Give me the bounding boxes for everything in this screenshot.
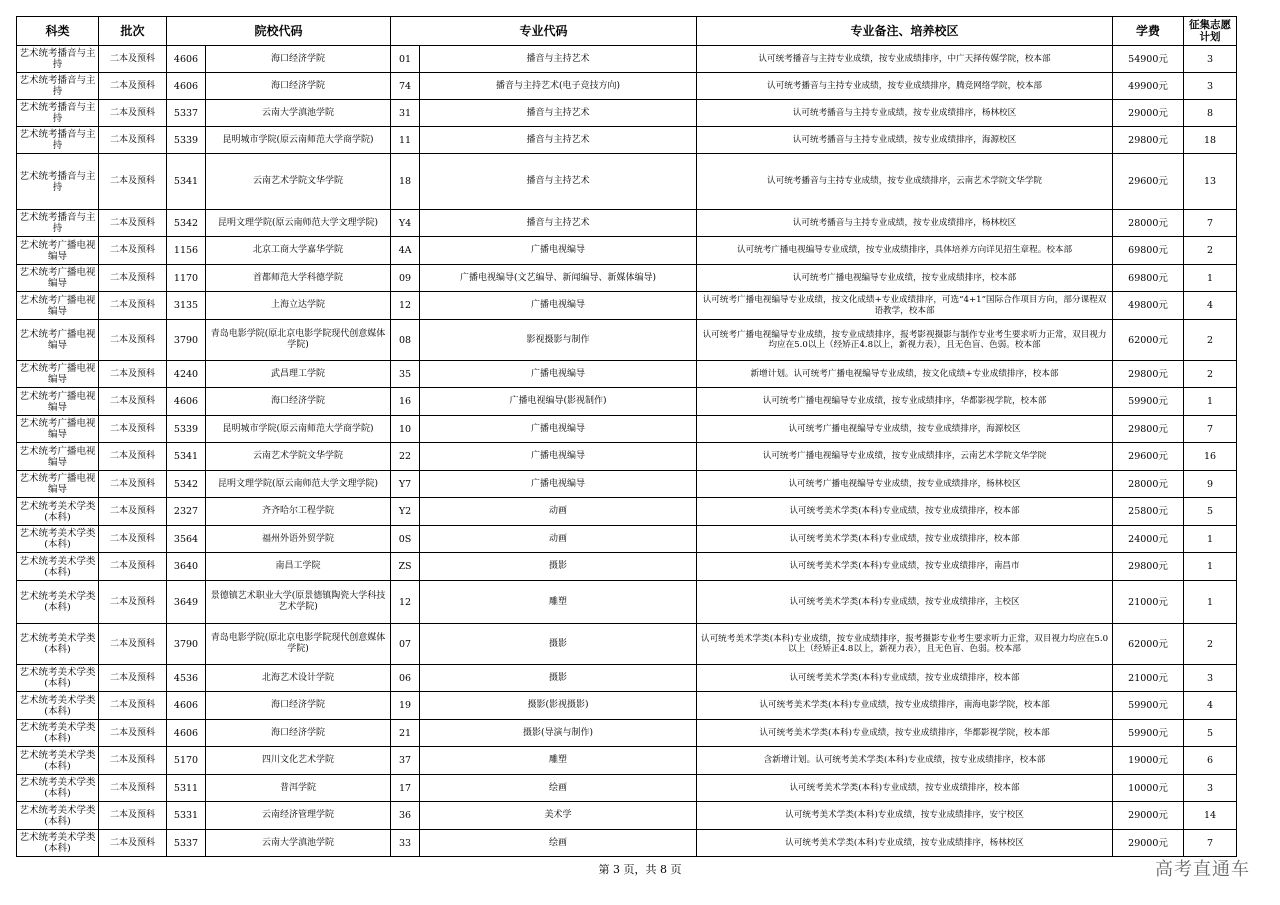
row-major-code: 19 <box>391 692 420 720</box>
row-major-code: 36 <box>391 802 420 830</box>
row-school-name: 海口经济学院 <box>206 73 391 100</box>
row-school-name: 景德镇艺术职业大学(原景德镇陶瓷大学科技艺术学院) <box>206 581 391 624</box>
row-note: 认可统考广播电视编导专业成绩，按专业成绩排序，华都影视学院，校本部 <box>697 388 1113 416</box>
row-school-code: 5339 <box>167 416 206 443</box>
row-category: 艺术统考播音与主持 <box>17 210 99 237</box>
row-major-code: 37 <box>391 747 420 775</box>
table-row <box>17 416 1237 443</box>
row-school-name: 武昌理工学院 <box>206 361 391 388</box>
row-note: 认可统考美术学类(本科)专业成绩，按专业成绩排序，主校区 <box>697 581 1113 624</box>
row-batch: 二本及预科 <box>99 388 167 416</box>
row-school-name: 海口经济学院 <box>206 692 391 720</box>
row-plan: 4 <box>1184 292 1237 320</box>
table-row <box>17 443 1237 471</box>
row-category: 艺术统考广播电视编导 <box>17 388 99 416</box>
row-plan: 7 <box>1184 830 1237 857</box>
row-school-name: 四川文化艺术学院 <box>206 747 391 775</box>
row-school-name: 福州外语外贸学院 <box>206 526 391 553</box>
row-major-code: Y4 <box>391 210 420 237</box>
table-row <box>17 720 1237 747</box>
row-note: 认可统考广播电视编导专业成绩，按专业成绩排序，杨林校区 <box>697 471 1113 498</box>
row-batch: 二本及预科 <box>99 720 167 747</box>
row-major-code: 08 <box>391 320 420 361</box>
row-major-name: 播音与主持艺术(电子竞技方向) <box>420 73 697 100</box>
row-school-name: 青岛电影学院(原北京电影学院现代创意媒体学院) <box>206 624 391 665</box>
row-batch: 二本及预科 <box>99 553 167 581</box>
header-fee: 学费 <box>1113 17 1184 46</box>
row-plan: 1 <box>1184 265 1237 292</box>
row-category: 艺术统考美术学类(本科) <box>17 802 99 830</box>
row-plan: 3 <box>1184 73 1237 100</box>
row-plan: 2 <box>1184 320 1237 361</box>
row-fee: 29800元 <box>1113 127 1184 154</box>
header-major-code: 专业代码 <box>391 17 697 46</box>
row-plan: 7 <box>1184 210 1237 237</box>
row-major-name: 播音与主持艺术 <box>420 100 697 127</box>
row-category: 艺术统考播音与主持 <box>17 46 99 73</box>
row-plan: 3 <box>1184 46 1237 73</box>
row-batch: 二本及预科 <box>99 692 167 720</box>
row-plan: 1 <box>1184 526 1237 553</box>
row-category: 艺术统考广播电视编导 <box>17 361 99 388</box>
row-major-name: 广播电视编导 <box>420 416 697 443</box>
row-note: 认可统考美术学类(本科)专业成绩，按专业成绩排序，校本部 <box>697 775 1113 802</box>
row-plan: 14 <box>1184 802 1237 830</box>
row-fee: 21000元 <box>1113 665 1184 692</box>
row-batch: 二本及预科 <box>99 320 167 361</box>
row-school-code: 5341 <box>167 443 206 471</box>
row-school-code: 5311 <box>167 775 206 802</box>
row-plan: 1 <box>1184 553 1237 581</box>
row-plan: 7 <box>1184 416 1237 443</box>
row-category: 艺术统考广播电视编导 <box>17 292 99 320</box>
row-major-code: 07 <box>391 624 420 665</box>
row-school-code: 5170 <box>167 747 206 775</box>
row-major-code: 4A <box>391 237 420 265</box>
row-major-code: Y7 <box>391 471 420 498</box>
row-plan: 18 <box>1184 127 1237 154</box>
row-fee: 69800元 <box>1113 265 1184 292</box>
row-plan: 1 <box>1184 581 1237 624</box>
row-fee: 59900元 <box>1113 720 1184 747</box>
row-major-name: 播音与主持艺术 <box>420 210 697 237</box>
row-note: 认可统考播音与主持专业成绩，按专业成绩排序，杨林校区 <box>697 100 1113 127</box>
row-major-code: 12 <box>391 581 420 624</box>
row-category: 艺术统考美术学类(本科) <box>17 498 99 526</box>
row-batch: 二本及预科 <box>99 830 167 857</box>
row-major-code: 18 <box>391 154 420 210</box>
table-row <box>17 747 1237 775</box>
row-batch: 二本及预科 <box>99 73 167 100</box>
row-major-name: 播音与主持艺术 <box>420 127 697 154</box>
row-school-name: 北京工商大学嘉华学院 <box>206 237 391 265</box>
row-batch: 二本及预科 <box>99 802 167 830</box>
row-major-code: 31 <box>391 100 420 127</box>
row-fee: 49900元 <box>1113 73 1184 100</box>
row-fee: 10000元 <box>1113 775 1184 802</box>
row-major-code: 0S <box>391 526 420 553</box>
row-note: 含新增计划。认可统考美术学类(本科)专业成绩，按专业成绩排序，校本部 <box>697 747 1113 775</box>
row-fee: 24000元 <box>1113 526 1184 553</box>
row-batch: 二本及预科 <box>99 581 167 624</box>
row-category: 艺术统考广播电视编导 <box>17 320 99 361</box>
row-major-name: 摄影 <box>420 624 697 665</box>
row-major-code: 06 <box>391 665 420 692</box>
row-note: 认可统考播音与主持专业成绩，按专业成绩排序，腾竞网络学院，校本部 <box>697 73 1113 100</box>
table-row <box>17 154 1237 210</box>
row-major-name: 广播电视编导 <box>420 237 697 265</box>
row-school-code: 4606 <box>167 720 206 747</box>
row-school-code: 4536 <box>167 665 206 692</box>
row-fee: 28000元 <box>1113 471 1184 498</box>
row-major-name: 动画 <box>420 526 697 553</box>
row-category: 艺术统考美术学类(本科) <box>17 665 99 692</box>
row-fee: 28000元 <box>1113 210 1184 237</box>
row-fee: 29600元 <box>1113 154 1184 210</box>
row-school-code: 3564 <box>167 526 206 553</box>
row-category: 艺术统考美术学类(本科) <box>17 581 99 624</box>
row-fee: 62000元 <box>1113 320 1184 361</box>
table-row <box>17 292 1237 320</box>
row-school-code: 1170 <box>167 265 206 292</box>
row-school-name: 海口经济学院 <box>206 46 391 73</box>
table-row <box>17 624 1237 665</box>
row-note: 认可统考美术学类(本科)专业成绩，按专业成绩排序，杨林校区 <box>697 830 1113 857</box>
row-category: 艺术统考广播电视编导 <box>17 416 99 443</box>
row-school-code: 3790 <box>167 320 206 361</box>
row-plan: 3 <box>1184 665 1237 692</box>
row-batch: 二本及预科 <box>99 265 167 292</box>
row-note: 认可统考美术学类(本科)专业成绩，按专业成绩排序，校本部 <box>697 665 1113 692</box>
row-fee: 29800元 <box>1113 416 1184 443</box>
row-school-code: 5337 <box>167 100 206 127</box>
row-school-name: 昆明文理学院(原云南师范大学文理学院) <box>206 210 391 237</box>
row-school-name: 南昌工学院 <box>206 553 391 581</box>
row-school-code: 4606 <box>167 46 206 73</box>
row-note: 认可统考美术学类(本科)专业成绩，按专业成绩排序，安宁校区 <box>697 802 1113 830</box>
row-school-name: 云南大学滇池学院 <box>206 100 391 127</box>
row-school-name: 青岛电影学院(原北京电影学院现代创意媒体学院) <box>206 320 391 361</box>
row-batch: 二本及预科 <box>99 46 167 73</box>
table-row <box>17 210 1237 237</box>
row-category: 艺术统考广播电视编导 <box>17 471 99 498</box>
row-major-code: 22 <box>391 443 420 471</box>
row-fee: 59900元 <box>1113 692 1184 720</box>
row-fee: 29000元 <box>1113 830 1184 857</box>
row-category: 艺术统考播音与主持 <box>17 100 99 127</box>
row-major-name: 播音与主持艺术 <box>420 154 697 210</box>
row-note: 认可统考广播电视编导专业成绩，按专业成绩排序，海源校区 <box>697 416 1113 443</box>
row-major-code: 12 <box>391 292 420 320</box>
row-school-name: 齐齐哈尔工程学院 <box>206 498 391 526</box>
row-batch: 二本及预科 <box>99 471 167 498</box>
row-batch: 二本及预科 <box>99 292 167 320</box>
row-batch: 二本及预科 <box>99 624 167 665</box>
row-school-name: 云南艺术学院文华学院 <box>206 443 391 471</box>
row-major-name: 绘画 <box>420 775 697 802</box>
table-row <box>17 498 1237 526</box>
row-school-code: 3135 <box>167 292 206 320</box>
row-plan: 2 <box>1184 237 1237 265</box>
row-major-name: 雕塑 <box>420 747 697 775</box>
row-category: 艺术统考播音与主持 <box>17 127 99 154</box>
row-note: 认可统考广播电视编导专业成绩，按专业成绩排序，具体培养方向详见招生章程。校本部 <box>697 237 1113 265</box>
row-major-name: 广播电视编导 <box>420 361 697 388</box>
row-category: 艺术统考广播电视编导 <box>17 443 99 471</box>
row-plan: 5 <box>1184 498 1237 526</box>
row-major-name: 摄影 <box>420 665 697 692</box>
row-plan: 5 <box>1184 720 1237 747</box>
row-school-name: 昆明城市学院(原云南师范大学商学院) <box>206 416 391 443</box>
row-school-name: 首都师范大学科德学院 <box>206 265 391 292</box>
row-school-code: 4240 <box>167 361 206 388</box>
row-plan: 9 <box>1184 471 1237 498</box>
table-row <box>17 46 1237 73</box>
row-school-name: 云南大学滇池学院 <box>206 830 391 857</box>
row-fee: 49800元 <box>1113 292 1184 320</box>
row-school-code: 5341 <box>167 154 206 210</box>
row-fee: 29800元 <box>1113 361 1184 388</box>
row-batch: 二本及预科 <box>99 127 167 154</box>
row-school-code: 2327 <box>167 498 206 526</box>
row-note: 认可统考播音与主持专业成绩，按专业成绩排序，中广天择传媒学院，校本部 <box>697 46 1113 73</box>
row-batch: 二本及预科 <box>99 665 167 692</box>
row-major-code: Y2 <box>391 498 420 526</box>
row-note: 认可统考美术学类(本科)专业成绩，按专业成绩排序，校本部 <box>697 498 1113 526</box>
table-row <box>17 775 1237 802</box>
row-major-name: 美术学 <box>420 802 697 830</box>
row-category: 艺术统考美术学类(本科) <box>17 624 99 665</box>
row-batch: 二本及预科 <box>99 210 167 237</box>
row-note: 认可统考美术学类(本科)专业成绩，按专业成绩排序，南昌市 <box>697 553 1113 581</box>
row-school-name: 云南经济管理学院 <box>206 802 391 830</box>
table-row <box>17 526 1237 553</box>
row-plan: 6 <box>1184 747 1237 775</box>
table-row <box>17 265 1237 292</box>
row-fee: 59900元 <box>1113 388 1184 416</box>
row-school-code: 4606 <box>167 73 206 100</box>
row-fee: 54900元 <box>1113 46 1184 73</box>
row-school-name: 昆明文理学院(原云南师范大学文理学院) <box>206 471 391 498</box>
header-batch: 批次 <box>99 17 167 46</box>
row-fee: 29800元 <box>1113 553 1184 581</box>
row-major-code: 35 <box>391 361 420 388</box>
row-plan: 2 <box>1184 361 1237 388</box>
header-note: 专业备注、培养校区 <box>697 17 1113 46</box>
row-category: 艺术统考美术学类(本科) <box>17 692 99 720</box>
table-row <box>17 361 1237 388</box>
row-note: 认可统考播音与主持专业成绩，按专业成绩排序，杨林校区 <box>697 210 1113 237</box>
row-school-code: 5342 <box>167 471 206 498</box>
row-school-code: 5331 <box>167 802 206 830</box>
row-major-name: 摄影(导演与制作) <box>420 720 697 747</box>
row-category: 艺术统考美术学类(本科) <box>17 553 99 581</box>
row-major-name: 广播电视编导 <box>420 471 697 498</box>
row-major-name: 雕塑 <box>420 581 697 624</box>
row-fee: 21000元 <box>1113 581 1184 624</box>
row-school-name: 昆明城市学院(原云南师范大学商学院) <box>206 127 391 154</box>
table-row <box>17 127 1237 154</box>
row-major-name: 摄影 <box>420 553 697 581</box>
row-fee: 29600元 <box>1113 443 1184 471</box>
row-plan: 8 <box>1184 100 1237 127</box>
row-category: 艺术统考美术学类(本科) <box>17 830 99 857</box>
row-plan: 1 <box>1184 388 1237 416</box>
row-major-name: 影视摄影与制作 <box>420 320 697 361</box>
header-school-code: 院校代码 <box>167 17 391 46</box>
row-major-code: ZS <box>391 553 420 581</box>
table-row <box>17 237 1237 265</box>
row-fee: 29000元 <box>1113 100 1184 127</box>
row-batch: 二本及预科 <box>99 526 167 553</box>
table-row <box>17 665 1237 692</box>
row-school-name: 上海立达学院 <box>206 292 391 320</box>
row-batch: 二本及预科 <box>99 154 167 210</box>
row-school-code: 3640 <box>167 553 206 581</box>
row-batch: 二本及预科 <box>99 747 167 775</box>
page-footer: 第 3 页，共 8 页 <box>598 863 682 876</box>
row-category: 艺术统考美术学类(本科) <box>17 526 99 553</box>
row-major-code: 17 <box>391 775 420 802</box>
row-school-code: 5342 <box>167 210 206 237</box>
row-school-name: 海口经济学院 <box>206 388 391 416</box>
row-major-code: 74 <box>391 73 420 100</box>
row-school-name: 海口经济学院 <box>206 720 391 747</box>
row-category: 艺术统考播音与主持 <box>17 73 99 100</box>
row-major-name: 动画 <box>420 498 697 526</box>
row-fee: 69800元 <box>1113 237 1184 265</box>
row-major-name: 广播电视编导(文艺编导、新闻编导、新媒体编导) <box>420 265 697 292</box>
row-category: 艺术统考播音与主持 <box>17 154 99 210</box>
row-batch: 二本及预科 <box>99 237 167 265</box>
row-school-name: 普洱学院 <box>206 775 391 802</box>
row-plan: 3 <box>1184 775 1237 802</box>
row-note: 认可统考播音与主持专业成绩，按专业成绩排序，云南艺术学院文华学院 <box>697 154 1113 210</box>
row-major-code: 16 <box>391 388 420 416</box>
row-plan: 2 <box>1184 624 1237 665</box>
row-major-name: 绘画 <box>420 830 697 857</box>
row-batch: 二本及预科 <box>99 416 167 443</box>
row-note: 认可统考美术学类(本科)专业成绩，按专业成绩排序，校本部 <box>697 526 1113 553</box>
row-category: 艺术统考美术学类(本科) <box>17 720 99 747</box>
row-note: 认可统考广播电视编导专业成绩，按专业成绩排序，校本部 <box>697 265 1113 292</box>
row-batch: 二本及预科 <box>99 100 167 127</box>
table-row <box>17 471 1237 498</box>
row-major-name: 广播电视编导 <box>420 292 697 320</box>
header-plan: 征集志愿计划 <box>1184 17 1237 46</box>
header-row <box>17 17 1237 46</box>
row-major-code: 10 <box>391 416 420 443</box>
row-fee: 29000元 <box>1113 802 1184 830</box>
row-note: 认可统考广播电视编导专业成绩，按专业成绩排序，云南艺术学院文华学院 <box>697 443 1113 471</box>
row-major-code: 21 <box>391 720 420 747</box>
table-row <box>17 100 1237 127</box>
row-school-code: 3790 <box>167 624 206 665</box>
row-category: 艺术统考美术学类(本科) <box>17 747 99 775</box>
row-note: 认可统考广播电视编导专业成绩，按文化成绩+专业成绩排序，可选“4+1”国际合作项目方向，部分课程双语教学，校本部 <box>697 292 1113 320</box>
row-batch: 二本及预科 <box>99 361 167 388</box>
row-major-code: 33 <box>391 830 420 857</box>
row-batch: 二本及预科 <box>99 443 167 471</box>
table-row <box>17 581 1237 624</box>
row-category: 艺术统考美术学类(本科) <box>17 775 99 802</box>
table-row <box>17 388 1237 416</box>
row-note: 认可统考广播电视编导专业成绩，按专业成绩排序，报考影视摄影与制作专业考生要求听力正常，双目视力均应在5.0以上（经矫正4.8以上，新视力表），且无色盲、色弱。校本部 <box>697 320 1113 361</box>
row-batch: 二本及预科 <box>99 775 167 802</box>
table-body <box>17 46 1237 857</box>
row-school-code: 4606 <box>167 692 206 720</box>
table-row <box>17 830 1237 857</box>
row-school-code: 5339 <box>167 127 206 154</box>
row-note: 认可统考美术学类(本科)专业成绩，按专业成绩排序，报考摄影专业考生要求听力正常，双目视力均应在5.0以上（经矫正4.8以上，新视力表），且无色盲、色弱。校本部 <box>697 624 1113 665</box>
row-category: 艺术统考广播电视编导 <box>17 265 99 292</box>
row-school-code: 5337 <box>167 830 206 857</box>
table-row <box>17 802 1237 830</box>
row-note: 认可统考美术学类(本科)专业成绩，按专业成绩排序，华都影视学院，校本部 <box>697 720 1113 747</box>
row-major-name: 摄影(影视摄影) <box>420 692 697 720</box>
row-school-name: 云南艺术学院文华学院 <box>206 154 391 210</box>
row-note: 认可统考美术学类(本科)专业成绩，按专业成绩排序，南海电影学院，校本部 <box>697 692 1113 720</box>
row-major-code: 09 <box>391 265 420 292</box>
row-plan: 16 <box>1184 443 1237 471</box>
row-major-name: 播音与主持艺术 <box>420 46 697 73</box>
row-major-code: 01 <box>391 46 420 73</box>
watermark: 高考直通车 <box>1155 859 1250 880</box>
row-major-code: 11 <box>391 127 420 154</box>
row-school-code: 3649 <box>167 581 206 624</box>
row-major-name: 广播电视编导 <box>420 443 697 471</box>
row-plan: 4 <box>1184 692 1237 720</box>
row-note: 新增计划。认可统考广播电视编导专业成绩，按文化成绩+专业成绩排序，校本部 <box>697 361 1113 388</box>
row-major-name: 广播电视编导(影视制作) <box>420 388 697 416</box>
row-plan: 13 <box>1184 154 1237 210</box>
row-fee: 25800元 <box>1113 498 1184 526</box>
row-category: 艺术统考广播电视编导 <box>17 237 99 265</box>
row-fee: 62000元 <box>1113 624 1184 665</box>
row-school-name: 北海艺术设计学院 <box>206 665 391 692</box>
row-fee: 19000元 <box>1113 747 1184 775</box>
table-row <box>17 320 1237 361</box>
row-school-code: 4606 <box>167 388 206 416</box>
header-category: 科类 <box>17 17 99 46</box>
table-row <box>17 73 1237 100</box>
table-row <box>17 692 1237 720</box>
row-batch: 二本及预科 <box>99 498 167 526</box>
table-row <box>17 553 1237 581</box>
admission-plan-table <box>16 16 1237 857</box>
row-school-code: 1156 <box>167 237 206 265</box>
row-note: 认可统考播音与主持专业成绩，按专业成绩排序，海源校区 <box>697 127 1113 154</box>
